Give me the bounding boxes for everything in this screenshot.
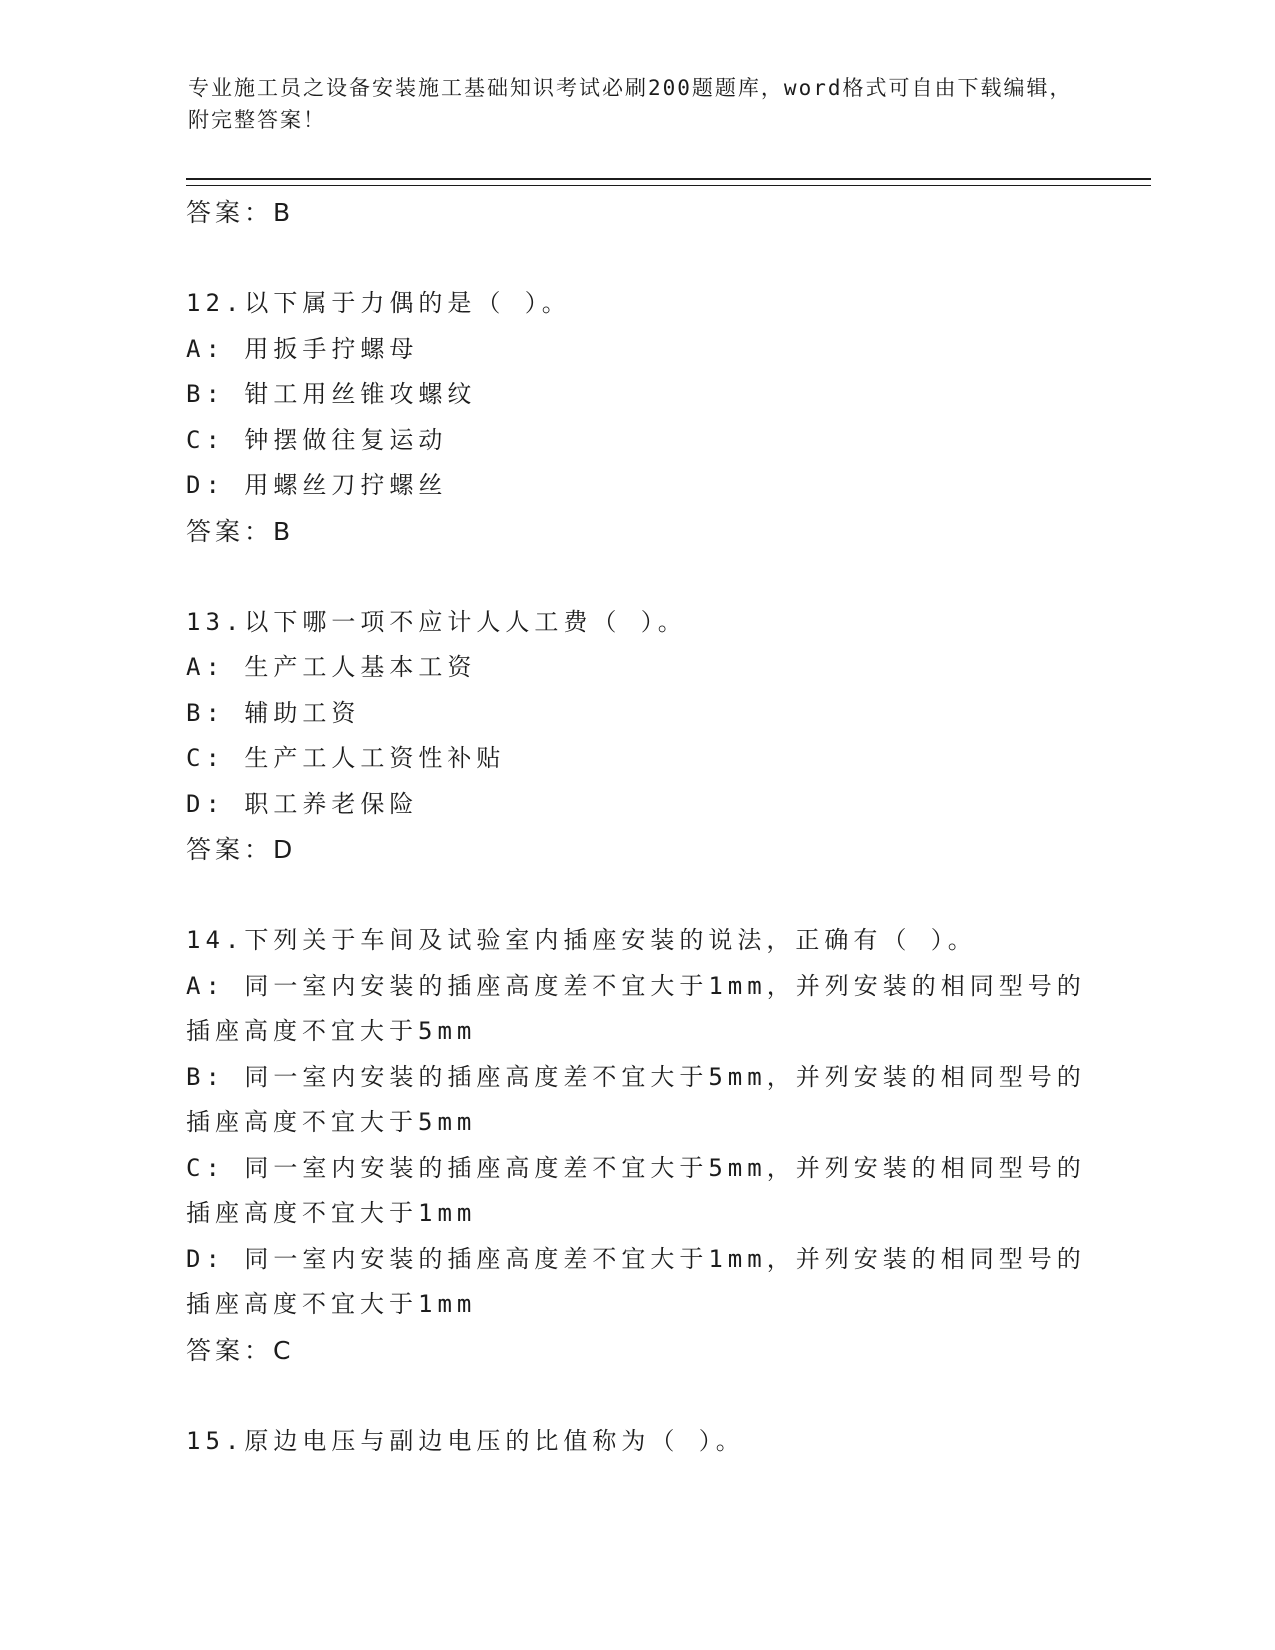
spacer xyxy=(186,236,1086,282)
question-stem: 14.下列关于车间及试验室内插座安装的说法，正确有（ ）。 xyxy=(186,926,977,954)
option-c: C: 钟摆做往复运动 xyxy=(186,425,448,454)
option-c-line-2: 插座高度不宜大于1mm xyxy=(186,1199,477,1227)
question-14 xyxy=(186,918,1086,1373)
option-d: D: 用螺丝刀拧螺丝 xyxy=(186,471,448,499)
option-c: C: 生产工人工资性补贴 xyxy=(186,744,506,772)
question-stem: 13.以下哪一项不应计人人工费（ ）。 xyxy=(186,607,687,636)
question-stem: 12.以下属于力偶的是（ ）。 xyxy=(186,289,571,317)
spacer xyxy=(186,1373,1086,1419)
option-a-line-1: A: 同一室内安装的插座高度差不宜大于1mm，并列安装的相同型号的 xyxy=(186,971,1086,1000)
option-a-line-2: 插座高度不宜大于5mm xyxy=(186,1017,477,1045)
spacer xyxy=(186,554,1086,600)
question-15 xyxy=(186,1419,1086,1465)
option-b: B: 辅助工资 xyxy=(186,698,361,727)
answer-line: 答案：C xyxy=(186,1335,295,1365)
answer-line: 答案：D xyxy=(186,835,297,864)
question-content xyxy=(186,190,1086,1464)
page-header: 专业施工员之设备安装施工基础知识考试必刷200题题库，word格式可自由下载编辑，附完整答案！ xyxy=(188,76,1073,132)
question-12 xyxy=(186,281,1086,554)
answer-line: 答案：B xyxy=(186,516,295,546)
option-b: B: 钳工用丝锥攻螺纹 xyxy=(186,380,477,408)
question-13 xyxy=(186,600,1086,873)
option-c-line-1: C: 同一室内安装的插座高度差不宜大于5mm，并列安装的相同型号的 xyxy=(186,1153,1086,1182)
option-a: A: 生产工人基本工资 xyxy=(186,653,477,681)
option-d: D: 职工养老保险 xyxy=(186,789,419,818)
option-d-line-1: D: 同一室内安装的插座高度差不宜大于1mm，并列安装的相同型号的 xyxy=(186,1244,1086,1273)
option-b-line-2: 插座高度不宜大于5mm xyxy=(186,1108,477,1136)
question-stem: 15.原边电压与副边电压的比值称为（ ）。 xyxy=(186,1426,745,1455)
spacer xyxy=(186,873,1086,919)
option-a: A: 用扳手拧螺母 xyxy=(186,334,419,363)
header-divider xyxy=(186,178,1151,186)
previous-answer: 答案：B xyxy=(186,198,295,227)
option-b-line-1: B: 同一室内安装的插座高度差不宜大于5mm，并列安装的相同型号的 xyxy=(186,1062,1086,1091)
option-d-line-2: 插座高度不宜大于1mm xyxy=(186,1290,477,1318)
